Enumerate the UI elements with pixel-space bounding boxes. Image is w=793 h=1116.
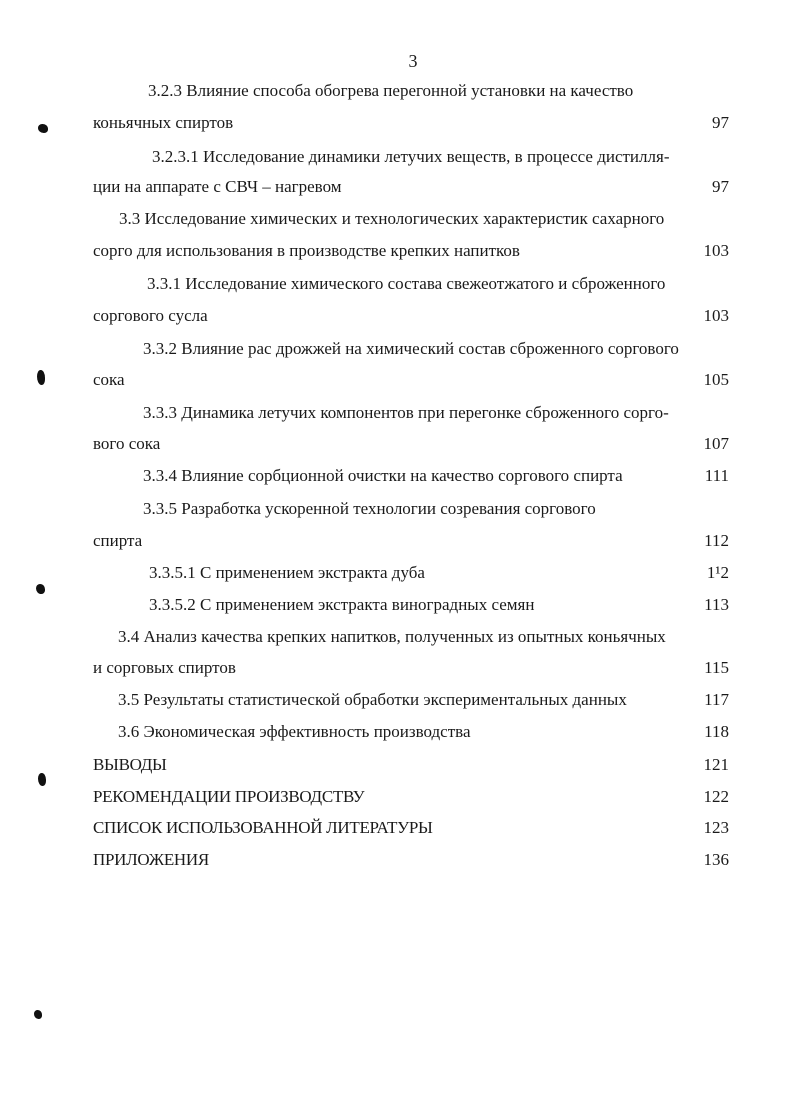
toc-entry-title: ПРИЛОЖЕНИЯ [93, 850, 209, 869]
toc-entry-title: 3.5 Результаты статистической обработки экспериментальных данных [118, 690, 627, 709]
scan-mark [36, 584, 45, 594]
toc-entry-title: 3.3.5.1 С применением экстракта дуба [149, 563, 425, 582]
toc-entry-page: 121 [703, 755, 729, 774]
toc-entry-page: 107 [703, 434, 729, 453]
toc-entry-title: 3.3.2 Влияние рас дрожжей на химический состав сброженного соргового [143, 339, 679, 358]
toc-entry-page: 103 [703, 306, 729, 325]
toc-entry-page: 123 [703, 818, 729, 837]
toc-entry-page: 105 [703, 370, 729, 389]
toc-entry-title: ВЫВОДЫ [93, 755, 167, 774]
toc-entry-title: 3.3.4 Влияние сорбционной очистки на качество соргового спирта [143, 466, 623, 485]
scan-mark [38, 124, 48, 133]
toc-entry-title: 3.3.5.2 С применением экстракта виноградных семян [149, 595, 535, 614]
scan-mark [38, 773, 46, 786]
toc-entry-title: 3.2.3.1 Исследование динамики летучих веществ, в процессе дистилля- [152, 147, 670, 166]
scan-mark [34, 1010, 42, 1019]
toc-entry-title-continued: и сорговых спиртов [93, 658, 236, 677]
toc-entry-title: 3.3.5 Разработка ускоренной технологии созревания соргового [143, 499, 596, 518]
toc-entry-page: 97 [712, 177, 729, 196]
toc-entry-title-continued: коньячных спиртов [93, 113, 234, 132]
page-number: 3 [408, 51, 418, 71]
toc-entry-page: 117 [704, 690, 729, 709]
toc-entry-title: 3.3.1 Исследование химического состава свежеотжатого и сброженного [147, 274, 666, 293]
toc-entry-page: 1¹2 [706, 563, 729, 582]
toc-entry-title: 3.2.3 Влияние способа обогрева перегонной установки на качество [148, 81, 634, 100]
toc-entry-page: 115 [704, 658, 729, 677]
toc-entry-page: 122 [703, 787, 729, 806]
toc-entry-title: РЕКОМЕНДАЦИИ ПРОИЗВОДСТВУ [93, 787, 365, 806]
toc-entry-page: 136 [703, 850, 729, 869]
toc-entry-title: 3.3 Исследование химических и технологических характеристик сахарного [119, 209, 665, 228]
toc-entry-title: СПИСОК ИСПОЛЬЗОВАННОЙ ЛИТЕРАТУРЫ [93, 818, 433, 837]
toc-entry-page: 103 [703, 241, 729, 260]
toc-entry-page: 111 [704, 466, 729, 485]
toc-entry-title-continued: сорго для использования в производстве крепких напитков [93, 241, 520, 260]
toc-entry-page: 112 [704, 531, 729, 550]
toc-entry-page: 97 [712, 113, 729, 132]
scan-mark [37, 370, 45, 385]
toc-entry-title-continued: спирта [93, 531, 143, 550]
toc-entry-title-continued: ции на аппарате с СВЧ – нагревом [93, 177, 342, 196]
toc-entry-page: 113 [704, 595, 729, 614]
toc-entry-title: 3.3.3 Динамика летучих компонентов при перегонке сброженного сорго- [143, 403, 669, 422]
toc-entry-page: 118 [704, 722, 729, 741]
toc-entry-title-continued: вого сока [93, 434, 161, 453]
toc-entry-title: 3.4 Анализ качества крепких напитков, полученных из опытных коньячных [118, 627, 666, 646]
toc-entry-title-continued: соргового сусла [93, 306, 208, 325]
toc-entry-title: 3.6 Экономическая эффективность производства [118, 722, 471, 741]
toc-entry-title-continued: сока [93, 370, 125, 389]
